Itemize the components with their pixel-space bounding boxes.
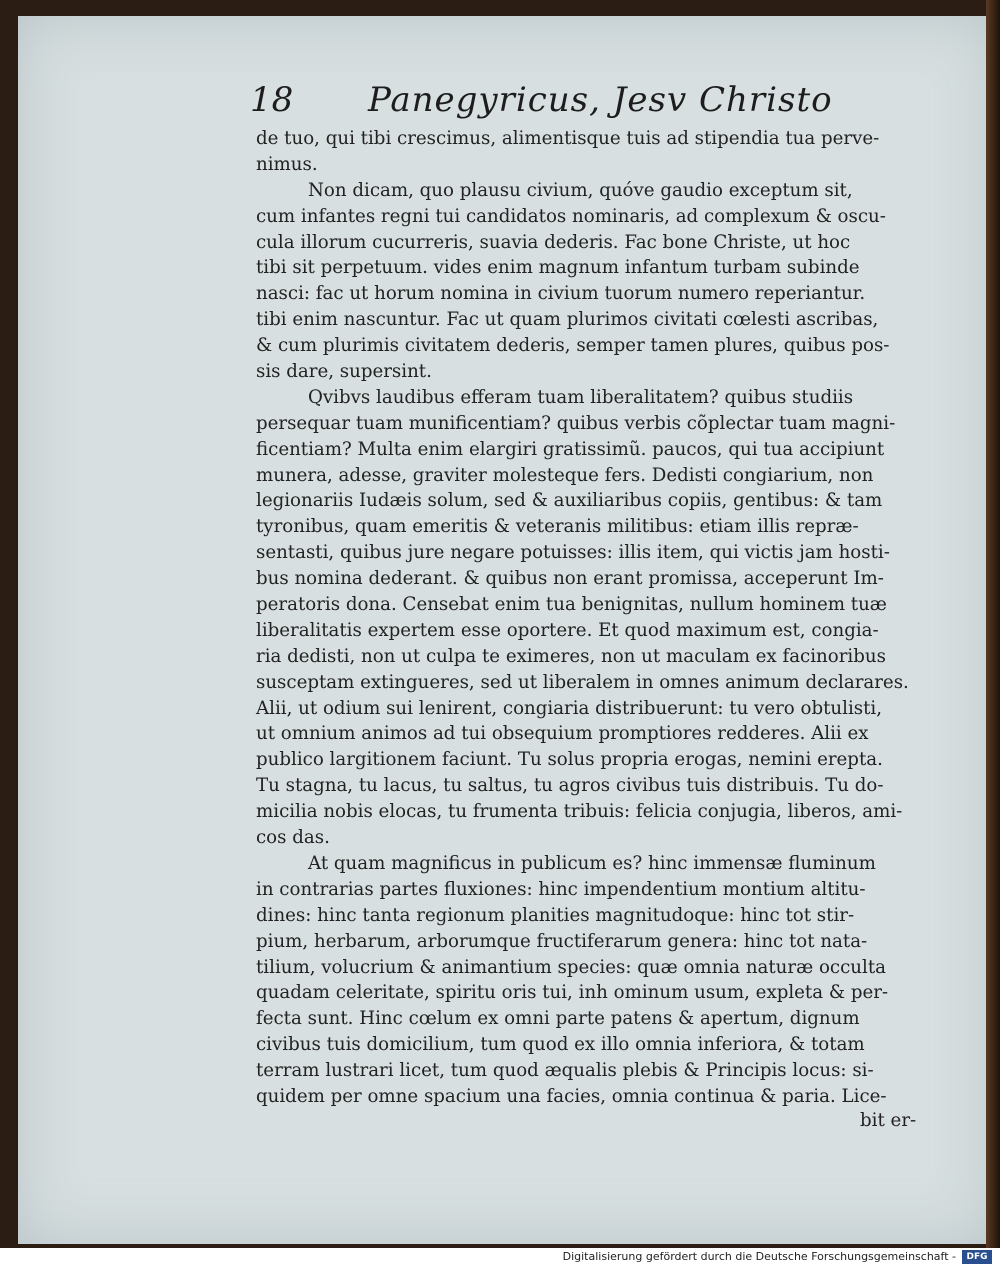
text-line: liberalitatis expertem esse oportere. Et quod maximum est, congia-: [256, 619, 879, 641]
text-line: in contrarias partes fluxiones: hinc impendentium montium altitu-: [256, 878, 866, 900]
text-line: publico largitionem faciunt. Tu solus propria erogas, nemini erepta.: [256, 749, 883, 771]
text-line: & cum plurimis civitatem dederis, semper tamen plures, quibus pos-: [256, 335, 890, 357]
text-line: cos das.: [256, 827, 330, 849]
text-line: nasci: fac ut horum nomina in civium tuorum numero reperiantur.: [256, 283, 866, 305]
text-line: Qvibvs laudibus efferam tuam liberalitatem? quibus studiis: [308, 386, 854, 408]
page-header: [250, 80, 850, 124]
text-line: tilium, volucrium & animantium species: quæ omnia naturæ occulta: [256, 956, 886, 978]
text-line: Alii, ut odium sui lenirent, congiaria distribuerunt: tu vero obtulisti,: [256, 697, 883, 719]
catchword: bit er-: [860, 1110, 917, 1131]
text-line: ut omnium animos ad tui obsequium promptiores redderes. Alii ex: [256, 723, 869, 745]
page-number: 18: [250, 80, 294, 120]
body-text: [256, 126, 936, 1110]
text-line: terram lustrari licet, tum quod æqualis plebis & Principis locus: si-: [256, 1060, 874, 1082]
digitization-credit: Digitalisierung gefördert durch die Deutsche Forschungsgemeinschaft -: [562, 1250, 956, 1263]
text-line: persequar tuam munificentiam? quibus verbis cõplectar tuam magni-: [256, 412, 896, 434]
text-line: cula illorum cucurreris, suavia dederis. Fac bone Christe, ut hoc: [256, 231, 851, 253]
text-line: bus nomina dederant. & quibus non erant promissa, acceperunt Im-: [256, 568, 884, 590]
text-line: ficentiam? Multa enim elargiri gratissimũ. paucos, qui tua accipiunt: [256, 438, 885, 460]
text-line: cum infantes regni tui candidatos nominaris, ad complexum & oscu-: [256, 205, 886, 227]
text-line: civibus tuis domicilium, tum quod ex illo omnia inferiora, & totam: [256, 1034, 865, 1056]
text-line: tibi sit perpetuum. vides enim magnum infantum turbam subinde: [256, 257, 860, 279]
text-line: Non dicam, quo plausu civium, quóve gaudio exceptum sit,: [308, 179, 853, 201]
text-line: At quam magnificus in publicum es? hinc immensæ fluminum: [308, 852, 876, 874]
dfg-logo: DFG: [962, 1250, 992, 1264]
text-line: sis dare, supersint.: [256, 361, 432, 383]
text-line: fecta sunt. Hinc cœlum ex omni parte patens & apertum, dignum: [256, 1008, 860, 1030]
text-line: munera, adesse, graviter molesteque fers. Dedisti congiarium, non: [256, 464, 874, 486]
text-line: ria dedisti, non ut culpa te eximeres, non ut maculam ex facinoribus: [256, 645, 886, 667]
text-line: de tuo, qui tibi crescimus, alimentisque tuis ad stipendia tua perve-: [256, 128, 880, 149]
text-line: quidem per omne spacium una facies, omnia continua & paria. Lice-: [256, 1085, 887, 1107]
text-line: micilia nobis elocas, tu frumenta tribuis: felicia conjugia, liberos, ami-: [256, 801, 903, 823]
text-line: tyronibus, quam emeritis & veteranis militibus: etiam illis repræ-: [256, 516, 859, 538]
text-line: peratoris dona. Censebat enim tua benignitas, nullum hominem tuæ: [256, 594, 887, 616]
text-line: pium, herbarum, arborumque fructiferarum genera: hinc tot nata-: [256, 930, 868, 952]
text-line: tibi enim nascuntur. Fac ut quam plurimos civitati cœlesti ascribas,: [256, 309, 879, 331]
text-line: sentasti, quibus jure negare potuisses: illis item, qui victis jam hosti-: [256, 542, 890, 564]
text-line: dines: hinc tanta regionum planities magnitudoque: hinc tot stir-: [256, 904, 855, 926]
text-line: quadam celeritate, spiritu oris tui, inh ominum usum, expleta & per-: [256, 982, 889, 1004]
text-line: susceptam extingueres, sed ut liberalem in omnes animum declarares.: [256, 671, 909, 693]
text-line: Tu stagna, tu lacus, tu saltus, tu agros civibus tuis distribuis. Tu do-: [256, 775, 884, 797]
running-title: Panegyricus, Jesv Christo: [368, 80, 833, 120]
book-spine-edge: [986, 0, 1000, 1248]
text-line: legionariis Iudæis solum, sed & auxiliaribus copiis, gentibus: & tam: [256, 490, 883, 512]
text-line: nimus.: [256, 153, 318, 175]
